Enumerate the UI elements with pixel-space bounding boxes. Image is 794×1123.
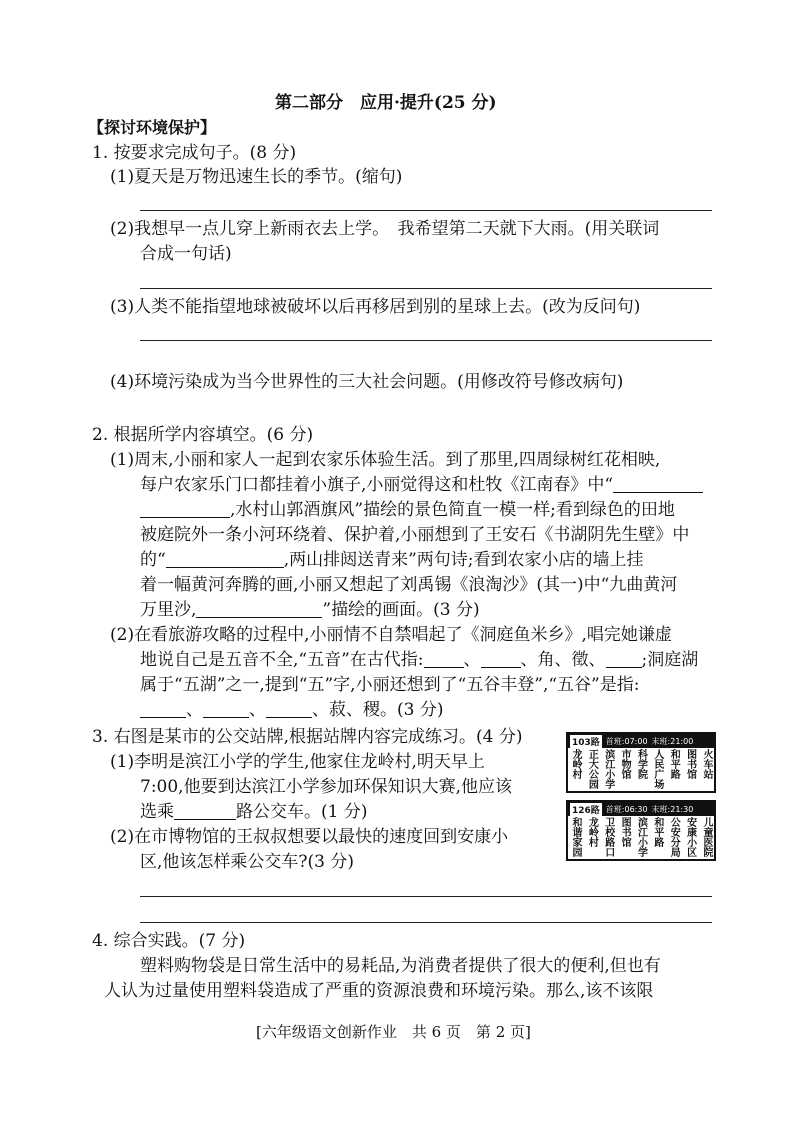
- q2-p2-text: ;洞庭湖: [641, 650, 699, 670]
- blank[interactable]: [166, 550, 284, 568]
- q1-s2-line2: 合成一句话): [140, 244, 232, 264]
- bus-stop: 市物馆: [619, 749, 631, 779]
- q4-para-line2: 人认为过量使用塑料袋造成了严重的资源浪费和环境污染。那么,该不该限: [104, 981, 654, 1001]
- section-label: 【探讨环境保护】: [88, 118, 217, 137]
- q2-p2-line1: (2)在看旅游攻略的过程中,小丽情不自禁唱起了《洞庭鱼米乡》,唱完她谦虚: [110, 625, 672, 645]
- last-bus-time: 末班:21:00: [651, 736, 694, 746]
- q3-s1-line3: [140, 802, 367, 822]
- q1-s3-answer-line: [140, 340, 712, 341]
- bus-stop: 正大公园: [586, 749, 598, 789]
- blank[interactable]: [613, 475, 703, 493]
- bus-stop: 人民广场: [651, 749, 663, 789]
- bus-stop: 和平路: [651, 817, 663, 847]
- q2-p1-line1: (1)周末,小丽和家人一起到农家乐体验生活。到了那里,四周绿树红花相映,: [110, 450, 661, 470]
- q2-p1-text: 的“: [140, 550, 166, 570]
- stop-list: [568, 816, 714, 859]
- bus-stop: 滨江小学: [602, 749, 614, 789]
- bus-stop: 图书馆: [619, 817, 631, 847]
- q3-s2-line2: 区,他该怎样乘公交车?(3 分): [140, 852, 355, 872]
- q3-s2-answer-line: [140, 922, 712, 923]
- page-footer: [六年级语文创新作业 共 6 页 第 2 页]: [256, 1023, 531, 1041]
- q1-s1: (1)夏天是万物迅速生长的季节。(缩句): [110, 167, 403, 187]
- q2-p1-text: ,水村山郭酒旗风”描绘的景色简直一模一样;看到绿色的田地: [230, 500, 675, 520]
- bus-stop: 火车站: [701, 749, 712, 779]
- first-bus-time: 首班:07:00: [605, 736, 648, 746]
- blank[interactable]: [203, 700, 249, 718]
- blank[interactable]: [606, 650, 642, 668]
- bus-stop: 龙岭村: [586, 817, 598, 847]
- bus-stop: 图书馆: [684, 749, 696, 779]
- q2-p2-line3: 属于“五湖”之一,提到“五”字,小丽还想到了“五谷丰登”,“五谷”是指:: [140, 675, 640, 695]
- bus-stop: 卫校路口: [602, 817, 614, 857]
- blank[interactable]: [266, 700, 312, 718]
- q2-stem: 2. 根据所学内容填空。(6 分): [92, 425, 314, 445]
- q2-p1-line5: [140, 550, 644, 570]
- first-bus-time: 首班:06:30: [605, 804, 648, 814]
- q3-s2-line1: (2)在市博物馆的王叔叔想要以最快的速度回到安康小: [110, 827, 509, 847]
- blank[interactable]: [424, 650, 464, 668]
- bus-sign-126: [566, 800, 716, 861]
- q1-s3: (3)人类不能指望地球被破坏以后再移居到别的星球上去。(改为反问句): [110, 297, 641, 317]
- q3-stem: 3. 右图是某市的公交站牌,根据站牌内容完成练习。(4 分): [92, 727, 523, 747]
- q4-stem: 4. 综合实践。(7 分): [92, 931, 246, 951]
- stop-list: [568, 748, 714, 791]
- blank[interactable]: [140, 700, 186, 718]
- blank[interactable]: [140, 500, 230, 518]
- q2-p2-text: 、菽、稷。(3 分): [312, 700, 444, 720]
- q2-p1-text: 每户农家乐门口都挂着小旗子,小丽觉得这和杜牧《江南春》中“: [140, 475, 614, 495]
- q1-s4: (4)环境污染成为当今世界性的三大社会问题。(用修改符号修改病句): [110, 372, 624, 392]
- q2-p2-text: 、: [463, 650, 481, 670]
- bus-stop: 龙岭村: [570, 749, 581, 779]
- q2-p1-text: ,两山排闼送青来”两句诗;看到农家小店的墙上挂: [283, 550, 644, 570]
- blank[interactable]: [174, 802, 236, 820]
- q1-s2-line1: (2)我想早一点儿穿上新雨衣去上学。 我希望第二天就下大雨。(用关联词: [110, 219, 660, 239]
- q3-s1-text: 选乘: [140, 802, 174, 822]
- last-bus-time: 末班:21:30: [651, 804, 694, 814]
- bus-stop: 儿童医院: [701, 817, 712, 857]
- q2-p1-line6: 着一幅黄河奔腾的画,小丽又想起了刘禹锡《浪淘沙》(其一)中“九曲黄河: [140, 575, 678, 595]
- route-number: 103路: [570, 735, 602, 748]
- q1-s1-answer-line: [140, 210, 712, 211]
- q1-s2-answer-line: [140, 288, 712, 289]
- q2-p1-line4: 被庭院外一条小河环绕着、保护着,小丽想到了王安石《书湖阴先生壁》中: [140, 525, 690, 545]
- bus-stop: 安康小区: [684, 817, 696, 857]
- q4-para-line1: 塑料购物袋是日常生活中的易耗品,为消费者提供了很大的便利,但也有: [140, 956, 661, 976]
- q3-s2-answer-line: [140, 896, 712, 897]
- q2-p2-text: 、角、徵、: [520, 650, 606, 670]
- bus-stop: 滨江小学: [635, 817, 647, 857]
- blank[interactable]: [196, 600, 322, 618]
- q2-p2-text: 、: [249, 700, 266, 720]
- bus-stop: 科学院: [635, 749, 647, 779]
- blank[interactable]: [481, 650, 521, 668]
- q1-stem: 1. 按要求完成句子。(8 分): [92, 143, 297, 163]
- q2-p2-text: 地说自己是五音不全,“五音”在古代指:: [140, 650, 424, 670]
- q2-p2-line4: [140, 700, 443, 720]
- q2-p1-text: ”描绘的画面。(3 分): [322, 600, 480, 620]
- q3-s1-line1: (1)李明是滨江小学的学生,他家住龙岭村,明天早上: [110, 752, 485, 772]
- route-number: 126路: [570, 803, 602, 816]
- q2-p1-line7: [140, 600, 480, 620]
- q2-p2-line2: [140, 650, 698, 670]
- bus-sign-header: [568, 802, 714, 816]
- bus-sign-header: [568, 734, 714, 748]
- q2-p1-line3: [140, 500, 675, 520]
- bus-stop: 和谐家园: [570, 817, 581, 857]
- bus-stop: 公安分局: [668, 817, 680, 857]
- bus-stop: 和平路: [668, 749, 680, 779]
- part-title: 第二部分 应用·提升(25 分): [275, 93, 497, 113]
- q2-p1-text: 万里沙,: [140, 600, 197, 620]
- q2-p1-line2: [140, 475, 703, 495]
- q2-p2-text: 、: [186, 700, 203, 720]
- q3-s1-line2: 7:00,他要到达滨江小学参加环保知识大赛,他应该: [140, 777, 512, 797]
- q3-s1-text: 路公交车。(1 分): [236, 802, 368, 822]
- bus-sign-103: [566, 732, 716, 793]
